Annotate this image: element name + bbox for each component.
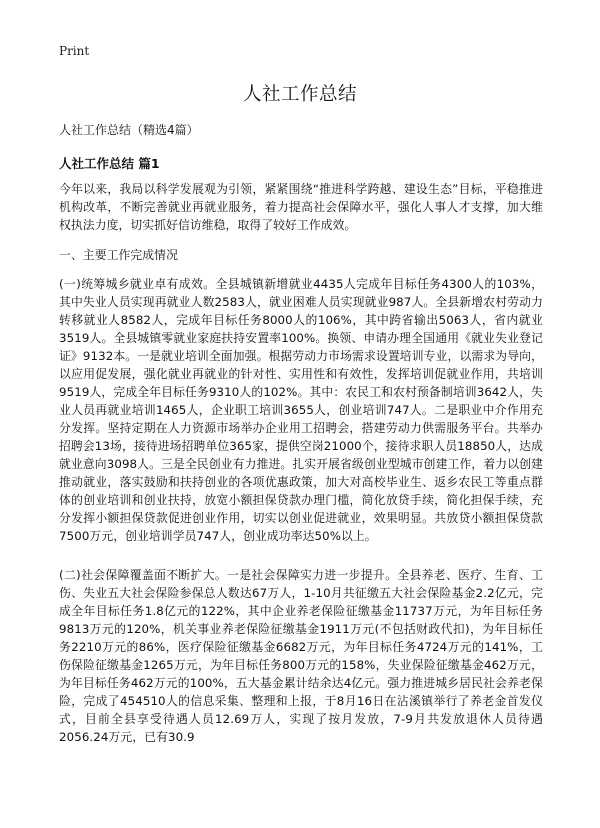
print-link[interactable]: Print	[59, 44, 90, 58]
section-one-heading: 一、主要工作完成情况	[59, 248, 178, 262]
intro-paragraph: 今年以来，我局以科学发展观为引领，紧紧围绕“推进科学跨越、建设生态”目标，平稳推进机构改革，不断完善就业再就业服务，着力提高社会保障水平，强化人事人才支撑，加大维权执法力度，切实抓好信访维稳，取得了较好工作成效。	[59, 182, 543, 232]
document-subtitle: 人社工作总结（精选4篇）	[59, 123, 199, 137]
document-title: 人社工作总结	[242, 84, 357, 105]
employment-paragraph: (一)统筹城乡就业卓有成效。全县城镇新增就业4435人完成年目标任务4300人的103%，其中失业人员实现再就业人数2583人，就业困难人员实现就业987人。全县新增农村劳动力转移就业人8582人，完成年目标任务8000人的106%，其中跨省输出5063人，省内就业3519人。全县城镇零就业家庭扶持安置率100%。换领、申请办理全国通用《就业失业登记证》9132本。一是就业培训全面加强。根据劳动力市场需求设置培训专业，以需求为导向，以应用促发展，强化就业再就业的针对性、实用性和有效性，发挥培训促就业作用，共培训9519人，完成全年目标任务9310人的102%。其中：农民工和农村预备制培训3642人，失业人员再就业培训1465人，企业职工培训3655人，创业培训747人。二是职业中介作用充分发挥。坚持定期在人力资源市场举办企业用工招聘会，搭建劳动力供需服务平台。共举办招聘会13场，接待进场招聘单位365家，提供空岗21000个，接待求职人员18850人，达成就业意向3098人。三是全民创业有力推进。扎实开展省级创业型城市创建工作，着力以创建推动就业，落实鼓励和扶持创业的各项优惠政策，加大对高校毕业生、返乡农民工等重点群体的创业培训和创业扶持，放宽小额担保贷款办理门槛，简化放贷手续，简化担保手续，充分发挥小额担保贷款促进创业作用，切实以创业促进就业，效果明显。共放贷小额担保贷款7500万元，创业培训学员747人，创业成功率达50%以上。	[59, 277, 543, 543]
social-security-paragraph: (二)社会保障覆盖面不断扩大。一是社会保障实力进一步提升。全县养老、医疗、生育、工伤、失业五大社会保险参保总人数达67万人，1-10月共征缴五大社会保险基金2.2亿元，完成全年目标任务1.8亿元的122%，其中企业养老保险征缴基金11737万元，为年目标任务9813万元的120%，机关事业养老保险征缴基金1911万元(不包括财政代扣)，为年目标任务2210万元的86%，医疗保险征缴基金6682万元，为年目标任务4724万元的141%，工伤保险征缴基金1265万元，为年目标任务800万元的158%，失业保险征缴基金462万元，为年目标任务462万元的100%，五大基金累计结余达4亿元。强力推进城乡居民社会养老保险，完成了454510人的信息采集、整理和上报，于8月16日在沾溪镇举行了养老金首发仪式，目前全县享受待遇人员12.69万人，实现了按月发放，7-9月共发放退休人员待遇2056.24万元，已有30.9	[59, 568, 543, 744]
section-heading: 人社工作总结 篇1	[59, 156, 160, 171]
